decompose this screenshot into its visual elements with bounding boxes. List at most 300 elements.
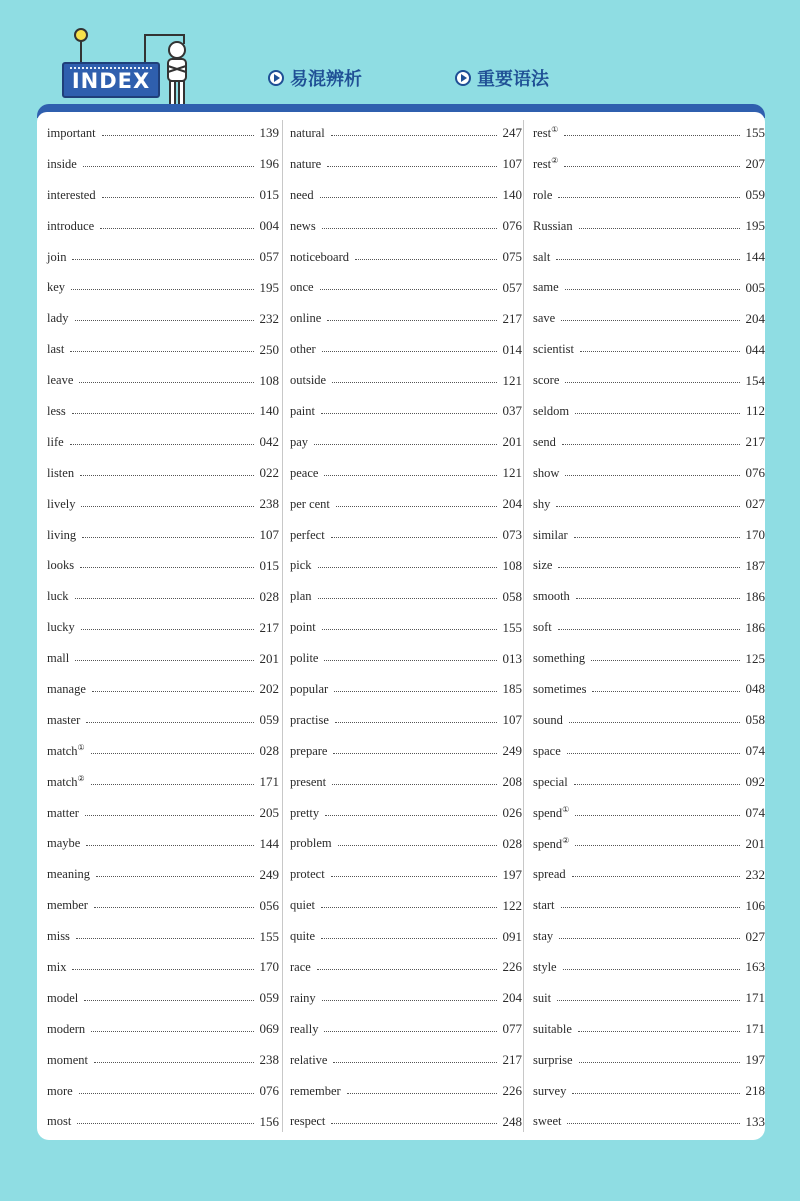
entry-word-text: looks bbox=[47, 558, 75, 573]
entry-page-number: 187 bbox=[745, 557, 765, 573]
index-entry[interactable] bbox=[47, 427, 279, 458]
index-column-1 bbox=[47, 118, 279, 1137]
index-entry[interactable] bbox=[533, 890, 765, 921]
entry-word-text: other bbox=[290, 342, 316, 357]
dot-leader bbox=[563, 969, 740, 970]
entry-page-number: 107 bbox=[259, 527, 279, 543]
index-entry[interactable] bbox=[47, 767, 279, 798]
dot-leader bbox=[327, 166, 496, 167]
entry-word-text: pay bbox=[290, 434, 309, 449]
index-entry[interactable] bbox=[47, 149, 279, 180]
dot-leader bbox=[70, 444, 254, 445]
index-entry[interactable] bbox=[47, 211, 279, 242]
entry-word bbox=[290, 528, 331, 543]
entry-page-number: 195 bbox=[745, 218, 765, 234]
index-entry[interactable] bbox=[290, 890, 522, 921]
dot-leader bbox=[324, 660, 496, 661]
entry-word bbox=[533, 311, 561, 326]
entry-page-number: 171 bbox=[259, 774, 279, 790]
entry-word bbox=[290, 682, 334, 697]
entry-word bbox=[47, 157, 83, 172]
index-entry[interactable] bbox=[290, 828, 522, 859]
dot-leader bbox=[75, 320, 254, 321]
entry-word-text: prepare bbox=[290, 743, 328, 758]
dot-leader bbox=[562, 444, 740, 445]
entry-word bbox=[290, 558, 318, 573]
index-entry[interactable] bbox=[47, 180, 279, 211]
entry-page-number: 015 bbox=[259, 187, 279, 203]
entry-word-text: rest bbox=[533, 126, 552, 141]
tab-label: 易混辨析 bbox=[290, 69, 362, 90]
index-entry[interactable] bbox=[47, 890, 279, 921]
entry-word bbox=[290, 280, 320, 295]
badge-dots bbox=[70, 67, 152, 69]
entry-word-text: sometimes bbox=[533, 681, 587, 696]
entry-page-number: 037 bbox=[502, 403, 522, 419]
index-entry[interactable] bbox=[47, 674, 279, 705]
index-entry[interactable] bbox=[533, 643, 765, 674]
entry-word bbox=[290, 219, 322, 234]
tab-important-grammar[interactable] bbox=[455, 66, 549, 90]
entry-word bbox=[533, 620, 558, 635]
index-entry[interactable] bbox=[533, 828, 765, 859]
index-entry[interactable] bbox=[290, 767, 522, 798]
entry-word-text: interested bbox=[47, 187, 96, 202]
index-entry[interactable] bbox=[533, 1014, 765, 1045]
entry-page-number: 204 bbox=[502, 990, 522, 1006]
index-entry[interactable] bbox=[47, 612, 279, 643]
entry-word bbox=[533, 404, 575, 419]
index-entry[interactable] bbox=[533, 242, 765, 273]
index-entry[interactable] bbox=[533, 427, 765, 458]
dot-leader bbox=[559, 938, 739, 939]
index-entry[interactable] bbox=[533, 489, 765, 520]
index-entry[interactable] bbox=[47, 118, 279, 149]
entry-word-text: point bbox=[290, 620, 316, 635]
entry-page-number: 163 bbox=[745, 959, 765, 975]
index-entry[interactable] bbox=[533, 612, 765, 643]
index-entry[interactable] bbox=[290, 427, 522, 458]
entry-word bbox=[533, 744, 567, 759]
dot-leader bbox=[84, 1000, 253, 1001]
index-entry[interactable] bbox=[290, 674, 522, 705]
entry-page-number: 092 bbox=[745, 774, 765, 790]
entry-page-number: 170 bbox=[745, 527, 765, 543]
index-entry[interactable] bbox=[47, 705, 279, 736]
entry-word bbox=[290, 188, 320, 203]
dot-leader bbox=[100, 228, 253, 229]
dot-leader bbox=[81, 629, 254, 630]
index-entry[interactable] bbox=[290, 365, 522, 396]
entry-word-text: spread bbox=[533, 867, 566, 882]
entry-word bbox=[47, 589, 75, 604]
entry-word bbox=[533, 1084, 572, 1099]
entry-word bbox=[533, 929, 559, 944]
entry-word bbox=[47, 1084, 79, 1099]
entry-word-text: practise bbox=[290, 712, 329, 727]
entry-word-text: listen bbox=[47, 465, 75, 480]
index-entry[interactable] bbox=[290, 334, 522, 365]
entry-word-text: rainy bbox=[290, 990, 316, 1005]
play-circle-icon bbox=[455, 70, 471, 86]
entry-word-text: pick bbox=[290, 558, 312, 573]
index-entry[interactable] bbox=[290, 1107, 522, 1138]
entry-word-text: style bbox=[533, 959, 557, 974]
dot-leader bbox=[320, 197, 497, 198]
entry-word bbox=[290, 342, 322, 357]
index-entry[interactable] bbox=[47, 242, 279, 273]
index-entry[interactable] bbox=[533, 149, 765, 180]
entry-page-number: 217 bbox=[502, 310, 522, 326]
entry-word bbox=[47, 743, 91, 759]
dot-leader bbox=[70, 351, 253, 352]
index-entry[interactable] bbox=[533, 458, 765, 489]
tab-label: 重要语法 bbox=[477, 69, 549, 90]
dot-leader bbox=[318, 567, 497, 568]
entry-word-text: rest bbox=[533, 157, 552, 172]
entry-page-number: 014 bbox=[502, 341, 522, 357]
entry-word bbox=[47, 311, 75, 326]
dot-leader bbox=[86, 845, 253, 846]
entry-page-number: 232 bbox=[259, 310, 279, 326]
index-entry[interactable] bbox=[290, 520, 522, 551]
entry-page-number: 140 bbox=[259, 403, 279, 419]
entry-page-number: 226 bbox=[502, 959, 522, 975]
entry-word bbox=[47, 528, 82, 543]
index-entry[interactable] bbox=[533, 520, 765, 551]
entry-word-text: model bbox=[47, 990, 79, 1005]
entry-word bbox=[290, 1022, 324, 1037]
entry-word-text: natural bbox=[290, 125, 325, 140]
index-entry[interactable] bbox=[47, 272, 279, 303]
index-entry[interactable] bbox=[290, 550, 522, 581]
dot-leader bbox=[334, 691, 496, 692]
index-entry[interactable] bbox=[533, 1045, 765, 1076]
tab-confusing-words[interactable] bbox=[268, 66, 362, 90]
dot-leader bbox=[567, 753, 740, 754]
entry-page-number: 057 bbox=[259, 249, 279, 264]
entry-page-number: 027 bbox=[745, 928, 765, 944]
entry-word bbox=[290, 836, 338, 851]
index-entry[interactable] bbox=[533, 118, 765, 149]
entry-page-number: 112 bbox=[745, 403, 765, 419]
index-entry[interactable] bbox=[290, 581, 522, 612]
entry-page-number: 144 bbox=[745, 249, 765, 264]
dot-leader bbox=[574, 537, 740, 538]
person-icon bbox=[163, 40, 191, 106]
index-entry[interactable] bbox=[290, 458, 522, 489]
index-entry[interactable] bbox=[290, 798, 522, 829]
dot-leader bbox=[572, 1093, 739, 1094]
entry-word-text: match bbox=[47, 775, 78, 790]
dot-leader bbox=[569, 722, 740, 723]
entry-page-number: 170 bbox=[259, 959, 279, 975]
entry-page-number: 015 bbox=[259, 557, 279, 573]
index-entry[interactable] bbox=[47, 520, 279, 551]
index-entry[interactable] bbox=[290, 1014, 522, 1045]
entry-page-number: 186 bbox=[745, 588, 765, 604]
index-entry[interactable] bbox=[533, 180, 765, 211]
index-entry[interactable] bbox=[47, 1076, 279, 1107]
index-entry[interactable] bbox=[533, 736, 765, 767]
entry-page-number: 059 bbox=[259, 712, 279, 728]
entry-word bbox=[47, 342, 70, 357]
index-entry[interactable] bbox=[47, 736, 279, 767]
entry-page-number: 013 bbox=[502, 650, 522, 666]
entry-word-text: mix bbox=[47, 959, 67, 974]
index-entry[interactable] bbox=[533, 334, 765, 365]
entry-word-text: scientist bbox=[533, 342, 574, 357]
index-entry[interactable] bbox=[47, 1045, 279, 1076]
dot-leader bbox=[324, 1031, 496, 1032]
entry-word bbox=[533, 497, 556, 512]
entry-word-text: sound bbox=[533, 712, 563, 727]
index-entry[interactable] bbox=[47, 303, 279, 334]
dot-leader bbox=[322, 351, 497, 352]
dot-leader bbox=[94, 907, 254, 908]
entry-word bbox=[533, 280, 565, 295]
index-entry[interactable] bbox=[47, 859, 279, 890]
dot-leader bbox=[567, 1123, 739, 1124]
index-entry[interactable] bbox=[290, 921, 522, 952]
index-entry[interactable] bbox=[47, 921, 279, 952]
entry-word-text: send bbox=[533, 434, 556, 449]
index-entry[interactable] bbox=[47, 1014, 279, 1045]
index-entry[interactable] bbox=[290, 242, 522, 273]
index-entry[interactable] bbox=[290, 736, 522, 767]
entry-page-number: 056 bbox=[259, 897, 279, 913]
dot-leader bbox=[72, 259, 253, 260]
index-entry[interactable] bbox=[290, 1076, 522, 1107]
entry-page-number: 076 bbox=[502, 218, 522, 234]
dot-leader bbox=[327, 320, 496, 321]
entry-word bbox=[47, 1114, 77, 1129]
entry-page-number: 207 bbox=[745, 156, 765, 172]
index-entry[interactable] bbox=[47, 1107, 279, 1138]
entry-page-number: 075 bbox=[502, 249, 522, 264]
dot-leader bbox=[72, 413, 254, 414]
entry-word bbox=[47, 558, 80, 573]
dot-leader bbox=[322, 629, 497, 630]
entry-page-number: 076 bbox=[745, 465, 765, 481]
entry-page-number: 107 bbox=[502, 156, 522, 172]
entry-word bbox=[47, 960, 72, 975]
index-entry[interactable] bbox=[533, 303, 765, 334]
index-entry[interactable] bbox=[290, 952, 522, 983]
entry-word bbox=[290, 775, 332, 790]
index-entry[interactable] bbox=[290, 180, 522, 211]
dot-leader bbox=[82, 537, 253, 538]
index-entry[interactable] bbox=[290, 612, 522, 643]
dot-leader bbox=[96, 876, 253, 877]
entry-word-text: respect bbox=[290, 1114, 326, 1129]
entry-word-text: maybe bbox=[47, 836, 81, 851]
entry-word bbox=[47, 898, 94, 913]
entry-word-text: once bbox=[290, 280, 314, 295]
index-entry[interactable] bbox=[533, 952, 765, 983]
entry-sense-number: ② bbox=[77, 774, 85, 784]
index-entry[interactable] bbox=[290, 303, 522, 334]
index-entry[interactable] bbox=[533, 272, 765, 303]
entry-word bbox=[290, 1084, 347, 1099]
dot-leader bbox=[94, 1062, 254, 1063]
entry-page-number: 154 bbox=[745, 372, 765, 388]
entry-word-text: master bbox=[47, 712, 81, 727]
index-entry[interactable] bbox=[533, 798, 765, 829]
entry-word-text: online bbox=[290, 311, 322, 326]
entry-page-number: 155 bbox=[259, 928, 279, 944]
index-entry[interactable] bbox=[47, 983, 279, 1014]
entry-word bbox=[47, 867, 96, 882]
index-entry[interactable] bbox=[533, 1076, 765, 1107]
entry-page-number: 171 bbox=[745, 990, 765, 1006]
dot-leader bbox=[331, 876, 497, 877]
wire-decoration bbox=[144, 34, 184, 36]
index-entry[interactable] bbox=[290, 489, 522, 520]
entry-page-number: 197 bbox=[502, 866, 522, 882]
dot-leader bbox=[314, 444, 496, 445]
entry-page-number: 074 bbox=[745, 743, 765, 759]
entry-word bbox=[533, 682, 592, 697]
index-entry[interactable] bbox=[533, 767, 765, 798]
dot-leader bbox=[325, 815, 496, 816]
index-entry[interactable] bbox=[47, 365, 279, 396]
entry-page-number: 091 bbox=[502, 928, 522, 944]
entry-word-text: remember bbox=[290, 1083, 341, 1098]
index-column-3 bbox=[533, 118, 765, 1137]
index-entry[interactable] bbox=[533, 211, 765, 242]
entry-page-number: 059 bbox=[745, 187, 765, 203]
entry-word bbox=[533, 250, 556, 265]
dot-leader bbox=[592, 691, 739, 692]
index-entry[interactable] bbox=[290, 396, 522, 427]
index-entry[interactable] bbox=[47, 334, 279, 365]
entry-word-text: lively bbox=[47, 496, 76, 511]
index-entry[interactable] bbox=[290, 859, 522, 890]
entry-word-text: lady bbox=[47, 311, 69, 326]
dot-leader bbox=[565, 475, 739, 476]
dot-leader bbox=[564, 135, 739, 136]
entry-word-text: meaning bbox=[47, 867, 91, 882]
entry-word bbox=[290, 744, 333, 759]
entry-page-number: 205 bbox=[259, 805, 279, 821]
index-entry[interactable] bbox=[533, 859, 765, 890]
entry-word-text: suit bbox=[533, 990, 552, 1005]
dot-leader bbox=[331, 135, 497, 136]
entry-page-number: 247 bbox=[502, 125, 522, 141]
index-entry[interactable] bbox=[533, 581, 765, 612]
entry-word bbox=[533, 651, 591, 666]
entry-word-text: size bbox=[533, 558, 553, 573]
index-entry[interactable] bbox=[47, 828, 279, 859]
entry-word bbox=[290, 497, 336, 512]
entry-word-text: suitable bbox=[533, 1021, 572, 1036]
entry-page-number: 238 bbox=[259, 1052, 279, 1068]
dot-leader bbox=[324, 475, 496, 476]
entry-page-number: 059 bbox=[259, 990, 279, 1006]
entry-word bbox=[533, 558, 558, 573]
entry-page-number: 196 bbox=[259, 156, 279, 172]
index-entry[interactable] bbox=[47, 489, 279, 520]
index-entry[interactable] bbox=[290, 272, 522, 303]
entry-page-number: 028 bbox=[502, 835, 522, 851]
index-entry[interactable] bbox=[47, 643, 279, 674]
dot-leader bbox=[322, 228, 497, 229]
entry-word-text: surprise bbox=[533, 1052, 573, 1067]
entry-word bbox=[290, 929, 321, 944]
entry-word bbox=[290, 806, 325, 821]
index-title: INDEX bbox=[71, 69, 151, 93]
index-entry[interactable] bbox=[290, 643, 522, 674]
entry-word-text: modern bbox=[47, 1021, 86, 1036]
index-entry[interactable] bbox=[290, 983, 522, 1014]
index-entry[interactable] bbox=[47, 396, 279, 427]
entry-word-text: more bbox=[47, 1083, 73, 1098]
entry-word bbox=[533, 991, 557, 1006]
entry-word-text: save bbox=[533, 311, 556, 326]
dot-leader bbox=[321, 413, 497, 414]
dot-leader bbox=[336, 506, 497, 507]
dot-leader bbox=[575, 815, 739, 816]
entry-page-number: 202 bbox=[259, 681, 279, 697]
entry-word bbox=[47, 188, 102, 203]
entry-page-number: 058 bbox=[745, 712, 765, 728]
entry-word-text: member bbox=[47, 898, 88, 913]
index-entry[interactable] bbox=[47, 581, 279, 612]
entry-word bbox=[533, 1022, 578, 1037]
index-entry[interactable] bbox=[290, 1045, 522, 1076]
entry-word bbox=[47, 774, 91, 790]
dot-leader bbox=[565, 382, 739, 383]
index-entry[interactable] bbox=[533, 705, 765, 736]
entry-word-text: sweet bbox=[533, 1114, 562, 1129]
entry-word-text: important bbox=[47, 125, 96, 140]
index-entry[interactable] bbox=[290, 149, 522, 180]
index-entry[interactable] bbox=[47, 458, 279, 489]
entry-word bbox=[47, 620, 81, 635]
entry-word bbox=[47, 929, 76, 944]
dot-leader bbox=[80, 475, 253, 476]
entry-word bbox=[290, 466, 324, 481]
index-entry[interactable] bbox=[533, 365, 765, 396]
index-entry[interactable] bbox=[533, 983, 765, 1014]
index-entry[interactable] bbox=[47, 952, 279, 983]
index-entry[interactable] bbox=[533, 921, 765, 952]
entry-sense-number: ② bbox=[562, 835, 570, 845]
entry-word-text: leave bbox=[47, 373, 74, 388]
entry-word bbox=[290, 1114, 331, 1129]
entry-word-text: show bbox=[533, 465, 560, 480]
index-entry[interactable] bbox=[533, 1107, 765, 1138]
index-entry[interactable] bbox=[47, 798, 279, 829]
entry-word bbox=[47, 806, 85, 821]
dot-leader bbox=[579, 1062, 740, 1063]
index-entry[interactable] bbox=[47, 550, 279, 581]
entry-word-text: noticeboard bbox=[290, 249, 350, 264]
index-entry[interactable] bbox=[290, 211, 522, 242]
entry-word-text: survey bbox=[533, 1083, 567, 1098]
index-entry[interactable] bbox=[290, 705, 522, 736]
index-entry[interactable] bbox=[533, 396, 765, 427]
entry-page-number: 201 bbox=[745, 835, 765, 851]
entry-word bbox=[533, 435, 562, 450]
entry-page-number: 197 bbox=[745, 1052, 765, 1068]
entry-page-number: 156 bbox=[259, 1113, 279, 1129]
index-entry[interactable] bbox=[290, 118, 522, 149]
dot-leader bbox=[564, 166, 739, 167]
index-entry[interactable] bbox=[533, 674, 765, 705]
index-entry[interactable] bbox=[533, 550, 765, 581]
